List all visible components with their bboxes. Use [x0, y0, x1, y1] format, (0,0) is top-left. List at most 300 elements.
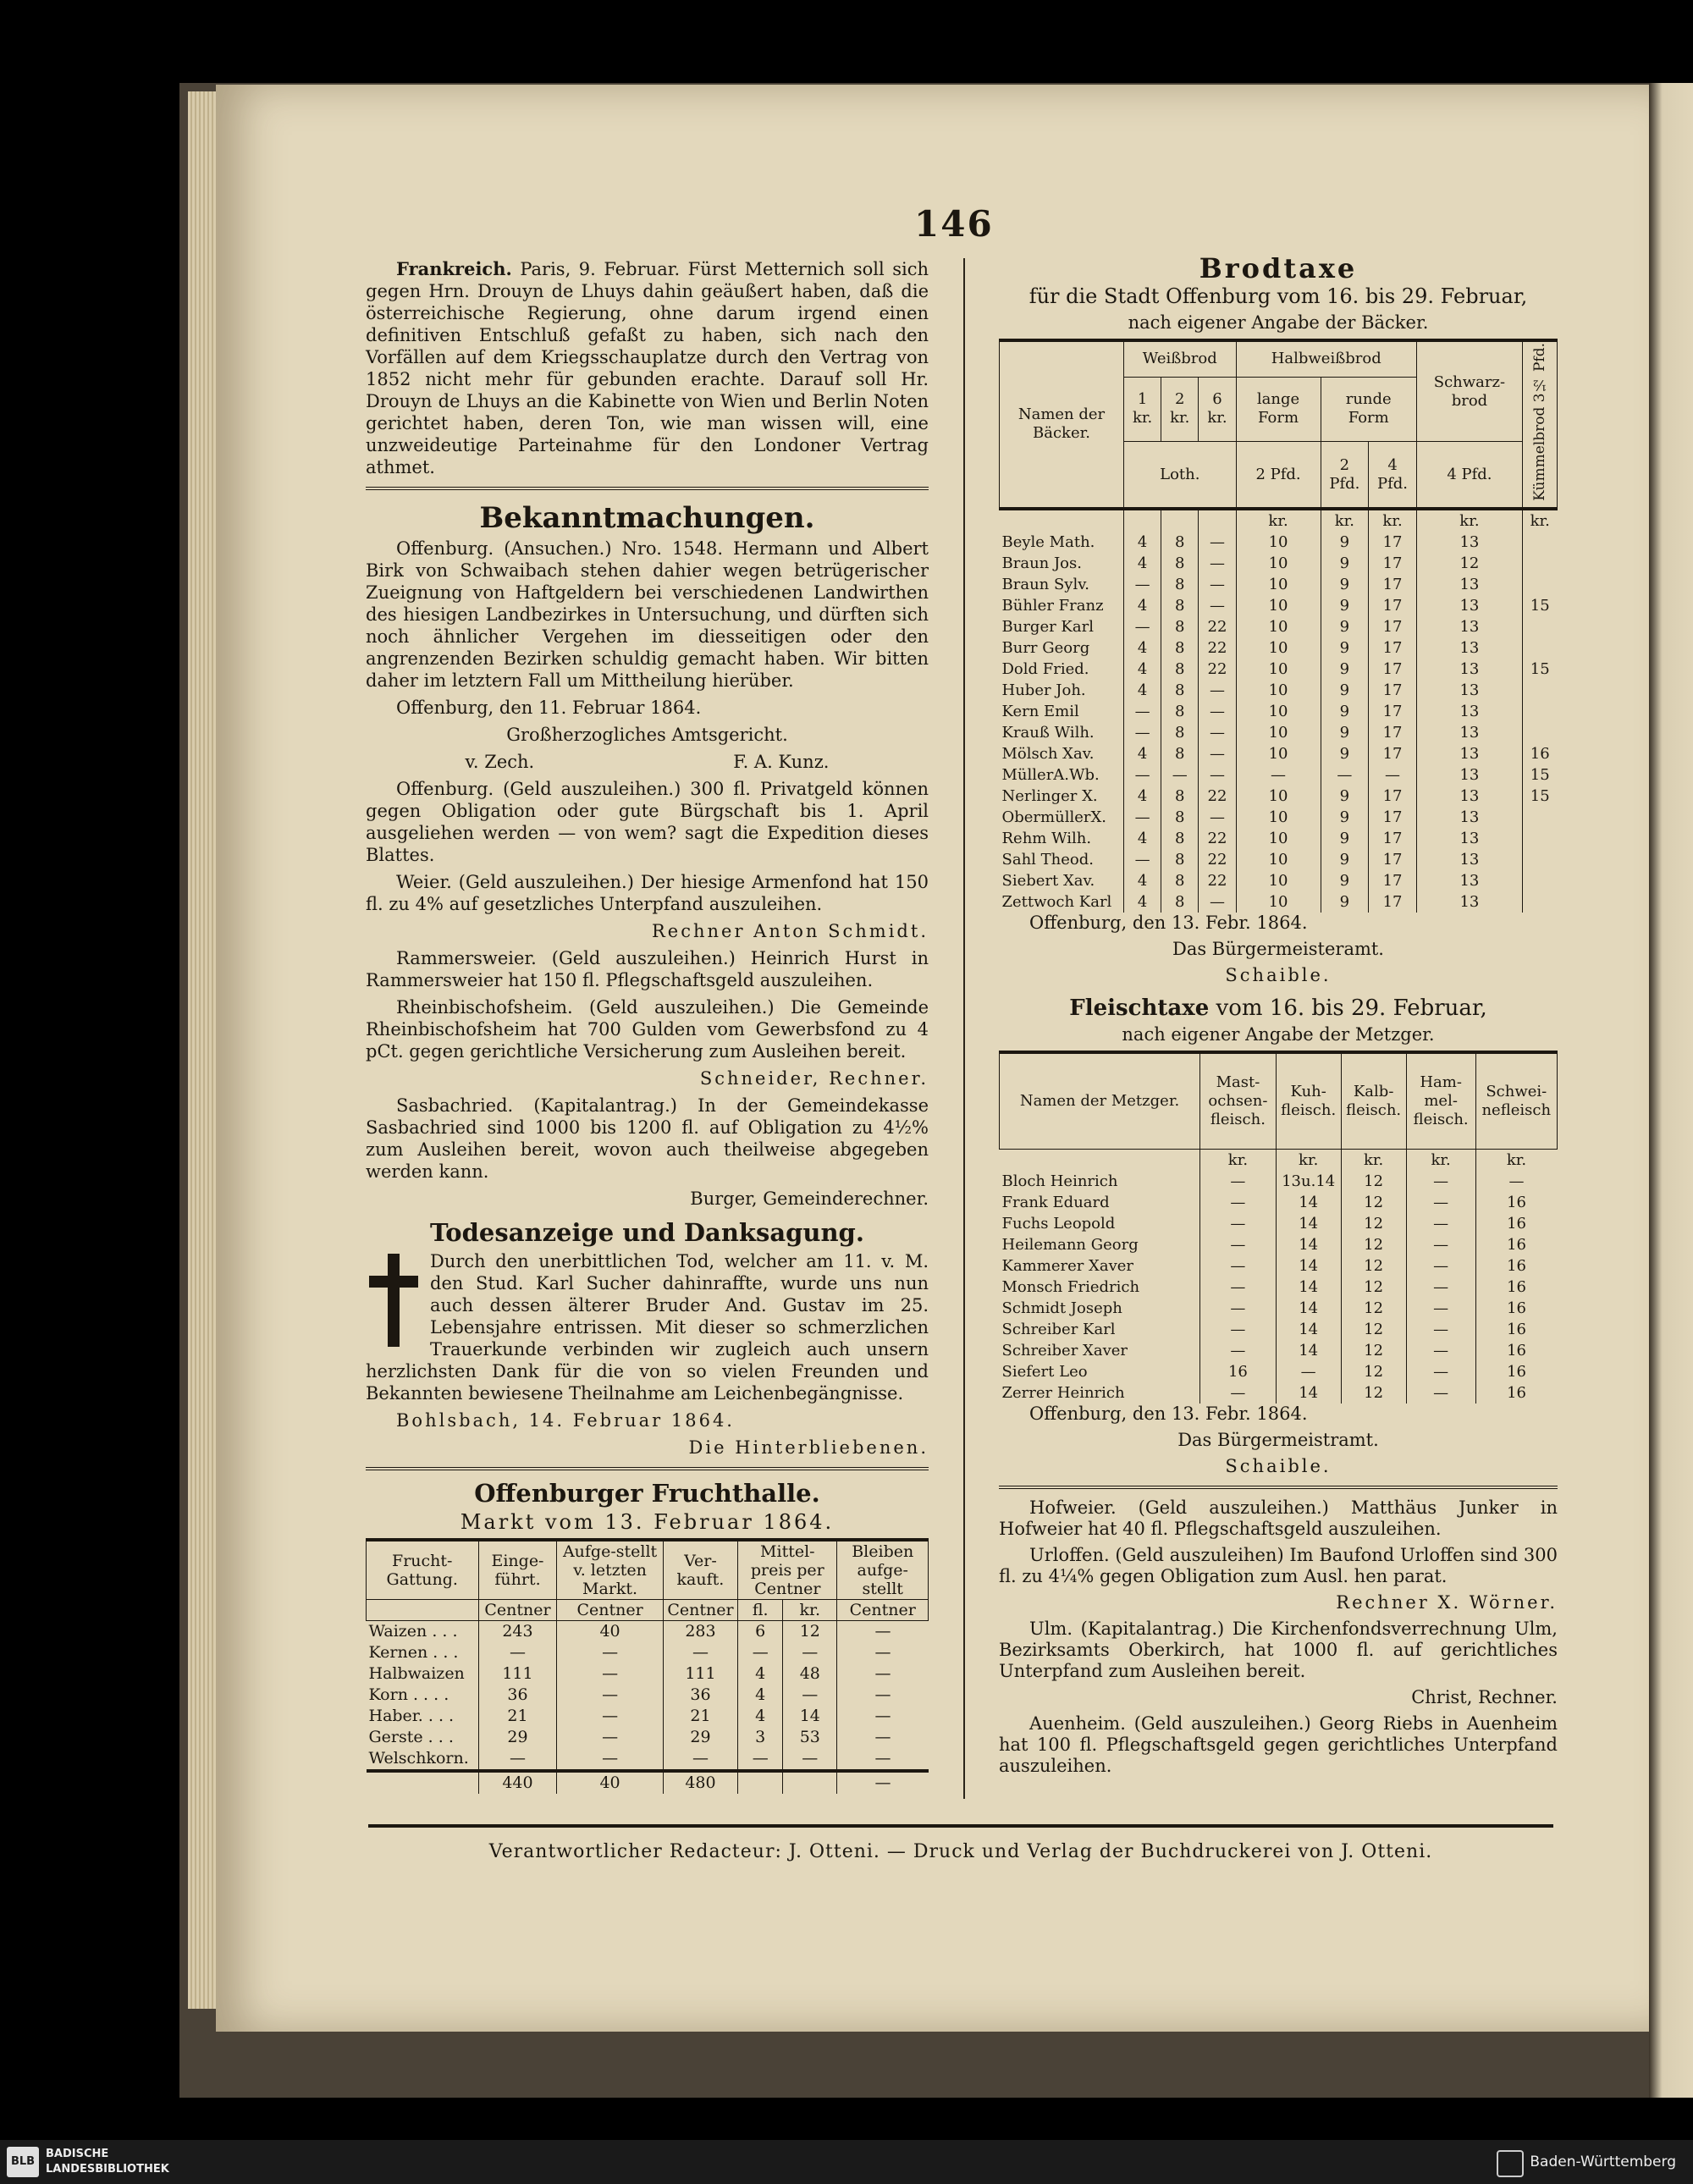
unit-cell: Centner — [557, 1600, 663, 1621]
row-value: 4 — [1124, 680, 1161, 701]
row-value: 8 — [1161, 553, 1199, 574]
cross-icon — [366, 1254, 422, 1347]
row-value: 16 — [1475, 1255, 1557, 1277]
notice-rheinbischofsheim-sign: Schneider, Rechner. — [699, 1068, 929, 1089]
fleischtaxe-note: nach eigener Angabe der Metzger. — [1122, 1023, 1435, 1045]
brodtaxe-header-row — [1000, 340, 1558, 377]
unit-cell: fl. — [738, 1600, 783, 1621]
row-value: 16 — [1475, 1319, 1557, 1340]
row-value — [1523, 616, 1558, 637]
notice-rammersweier: Rammersweier. (Geld auszuleihen.) Heinrich Hurst in Rammersweier hat 150 fl. Pflegschaftsgeld auszuleihen. — [366, 948, 929, 990]
row-value: — — [1199, 701, 1236, 722]
col-bleiben: Bleiben aufge-stellt — [837, 1540, 929, 1600]
col-loth: Loth. — [1124, 442, 1237, 509]
notice-offenburg: Offenburg. (Ansuchen.) Nro. 1548. Hermann und Albert Birk von Schwaibach stehen dahier wegen betrügerischer Zueignung von Haftgeldern bei verschiedenen Landwirthen des hiesigen Landbezirkes in Untersuchung, und dürften sich noch ähnlicher Vergehen im diesseitigen oder den angrenzenden Bezirken schuldig gemacht haben. Wir bitten daher im letztern Fall um Mittheilung hierüber. — [366, 538, 929, 691]
row-value: — — [1406, 1277, 1475, 1298]
row-name: Halbwaizen — [368, 1664, 465, 1683]
table-row — [1000, 553, 1558, 574]
row-name: Kernen . . . — [368, 1643, 459, 1662]
row-value: 22 — [1199, 616, 1236, 637]
row-value: — — [1369, 764, 1417, 786]
row-name: Krauß Wilh. — [1001, 723, 1095, 742]
unit-cell — [1161, 509, 1199, 532]
row-value: 12 — [1341, 1382, 1406, 1404]
row-value: 16 — [1523, 743, 1558, 764]
row-value: 16 — [1475, 1382, 1557, 1404]
row-value: 29 — [478, 1727, 557, 1748]
row-value: — — [1199, 595, 1236, 616]
col-halbweissbrod: Halbweißbrod — [1236, 340, 1416, 377]
row-value: — — [478, 1748, 557, 1771]
row-value: — — [1236, 764, 1321, 786]
row-value: 29 — [663, 1727, 738, 1748]
table-row — [1000, 1277, 1558, 1298]
row-value: 9 — [1321, 637, 1369, 659]
row-value: 13 — [1416, 532, 1522, 553]
table-row — [1000, 1171, 1558, 1192]
table-row — [1000, 764, 1558, 786]
row-value: 9 — [1321, 680, 1369, 701]
fruchthalle-table — [366, 1538, 929, 1794]
unit-cell: kr. — [1321, 509, 1369, 532]
row-value: 4 — [738, 1706, 783, 1727]
col-mastochsen: Mast-ochsen-fleisch. — [1200, 1052, 1277, 1150]
row-value: 12 — [1341, 1319, 1406, 1340]
row-value: 10 — [1236, 553, 1321, 574]
row-value: 9 — [1321, 553, 1369, 574]
col-namen-metzger: Namen der Metzger. — [1000, 1052, 1200, 1150]
row-value: 9 — [1321, 574, 1369, 595]
row-value: 12 — [1341, 1213, 1406, 1234]
row-value: 13 — [1416, 849, 1522, 870]
row-value: — — [1475, 1171, 1557, 1192]
fleischtaxe-date: Offenburg, den 13. Febr. 1864. — [1029, 1403, 1308, 1424]
row-value — [1523, 891, 1558, 913]
row-value: 17 — [1369, 659, 1417, 680]
row-value: 12 — [1416, 553, 1522, 574]
table-row — [1000, 1192, 1558, 1213]
brodtaxe-date: Offenburg, den 13. Febr. 1864. — [1029, 912, 1308, 933]
row-value: — — [1199, 807, 1236, 828]
row-value: 12 — [1341, 1340, 1406, 1361]
notice-hofweier: Hofweier. (Geld auszuleihen.) Matthäus Junker in Hofweier hat 40 fl. Pflegschaftsgeld auszuleihen. — [999, 1497, 1558, 1539]
row-value: — — [1200, 1255, 1277, 1277]
row-value: — — [557, 1642, 663, 1663]
table-row — [367, 1727, 929, 1748]
row-value: — — [837, 1685, 929, 1706]
row-value: 10 — [1236, 743, 1321, 764]
col-fruchtgattung: Frucht-Gattung. — [367, 1540, 479, 1600]
table-row — [1000, 1298, 1558, 1319]
row-value: — — [1200, 1277, 1277, 1298]
row-value: 15 — [1523, 595, 1558, 616]
blb-name — [46, 2147, 169, 2177]
row-name: Huber Joh. — [1001, 681, 1086, 699]
row-value: 15 — [1523, 659, 1558, 680]
row-value: 10 — [1236, 786, 1321, 807]
row-value: — — [1199, 743, 1236, 764]
row-value: 6 — [738, 1621, 783, 1643]
col-aufgestellt: Aufge-stellt v. letzten Markt. — [557, 1540, 663, 1600]
row-value: — — [1124, 574, 1161, 595]
row-value: 8 — [1161, 532, 1199, 553]
next-page-edge — [1649, 83, 1693, 2098]
row-value: 4 — [1124, 828, 1161, 849]
row-value: — — [557, 1727, 663, 1748]
row-value: 13 — [1416, 891, 1522, 913]
col-4pfd-rund: 4 Pfd. — [1369, 442, 1417, 509]
row-value: — — [783, 1748, 837, 1771]
row-value: 16 — [1475, 1277, 1557, 1298]
row-value: 4 — [1124, 532, 1161, 553]
table-row — [367, 1663, 929, 1685]
row-value: 4 — [1124, 659, 1161, 680]
row-value: 17 — [1369, 595, 1417, 616]
row-value: 8 — [1161, 870, 1199, 891]
row-name: Burr Georg — [1001, 638, 1090, 657]
row-value: 36 — [663, 1685, 738, 1706]
row-value: — — [1406, 1298, 1475, 1319]
notice-urloffen: Urloffen. (Geld auszuleihen) Im Baufond Urloffen sind 300 fl. zu 4¼% gegen Obligation zum Ausl. hen parat. — [999, 1544, 1558, 1586]
row-value: 8 — [1161, 807, 1199, 828]
row-value: 9 — [1321, 807, 1369, 828]
row-name: Haber. . . . — [368, 1707, 455, 1725]
notice-offenburg-court: Großherzogliches Amtsgericht. — [506, 725, 788, 745]
row-value: — — [1200, 1340, 1277, 1361]
row-value: 4 — [1124, 595, 1161, 616]
totals-row — [367, 1771, 929, 1794]
frankreich-article — [366, 258, 929, 478]
signature-kunz: F. A. Kunz. — [733, 752, 830, 772]
table-row — [367, 1685, 929, 1706]
col-2pfd-rund: 2 Pfd. — [1321, 442, 1369, 509]
row-value: — — [1406, 1213, 1475, 1234]
row-value: — — [783, 1642, 837, 1663]
unit-cell: kr. — [1523, 509, 1558, 532]
row-value — [1523, 849, 1558, 870]
signature-zech: v. Zech. — [465, 752, 535, 772]
row-name: ObermüllerX. — [1001, 808, 1107, 826]
row-value: 8 — [1161, 616, 1199, 637]
row-value: 10 — [1236, 595, 1321, 616]
table-row — [1000, 1361, 1558, 1382]
row-value — [1523, 722, 1558, 743]
row-value: 4 — [1124, 553, 1161, 574]
row-value: 12 — [1341, 1171, 1406, 1192]
total-value: 440 — [478, 1771, 557, 1794]
row-value: 14 — [1276, 1234, 1341, 1255]
row-value: — — [1406, 1192, 1475, 1213]
row-value — [1523, 553, 1558, 574]
unit-cell: kr. — [1236, 509, 1321, 532]
row-name: Zerrer Heinrich — [1001, 1383, 1125, 1402]
table-row — [1000, 743, 1558, 764]
blb-name-line2: LANDESBIBLIOTHEK — [46, 2163, 169, 2176]
row-value: 16 — [1475, 1234, 1557, 1255]
row-value: 10 — [1236, 637, 1321, 659]
row-value: 13 — [1416, 764, 1522, 786]
unit-cell: kr. — [1341, 1149, 1406, 1171]
row-value: 13 — [1416, 616, 1522, 637]
row-name: Mölsch Xav. — [1001, 744, 1095, 763]
row-value: — — [1406, 1234, 1475, 1255]
row-value: 15 — [1523, 786, 1558, 807]
column-divider — [963, 258, 965, 1799]
row-name: Kern Emil — [1001, 702, 1079, 720]
col-schweinefleisch: Schwei-nefleisch — [1475, 1052, 1557, 1150]
unit-cell — [1199, 509, 1236, 532]
row-name: Siefert Leo — [1001, 1362, 1088, 1381]
row-value: 9 — [1321, 891, 1369, 913]
row-value: 12 — [1341, 1192, 1406, 1213]
brodtaxe-note: nach eigener Angabe der Bäcker. — [1128, 312, 1429, 333]
unit-cell — [1000, 1149, 1200, 1171]
row-value — [1523, 637, 1558, 659]
row-value — [1523, 828, 1558, 849]
row-value — [1523, 574, 1558, 595]
row-value: 9 — [1321, 849, 1369, 870]
row-value: 22 — [1199, 786, 1236, 807]
row-value: 10 — [1236, 680, 1321, 701]
row-value: 12 — [1341, 1298, 1406, 1319]
section-rule — [366, 1467, 929, 1470]
row-value: — — [738, 1748, 783, 1771]
table-row — [1000, 1213, 1558, 1234]
row-value: 10 — [1236, 659, 1321, 680]
fleischtaxe-office: Das Bürgermeistramt. — [1177, 1429, 1379, 1450]
viewer-bottom-bar — [0, 2140, 1693, 2184]
row-value — [1523, 870, 1558, 891]
table-row — [1000, 616, 1558, 637]
unit-cell — [367, 1600, 479, 1621]
row-value: 13 — [1416, 659, 1522, 680]
row-value: — — [837, 1748, 929, 1771]
row-value: 8 — [1161, 574, 1199, 595]
row-value: — — [837, 1663, 929, 1685]
table-row — [1000, 1340, 1558, 1361]
row-value: 9 — [1321, 701, 1369, 722]
brodtaxe-unit-row — [1000, 509, 1558, 532]
brodtaxe-sign: Schaible. — [1225, 964, 1332, 985]
row-value: 17 — [1369, 743, 1417, 764]
row-name: Schreiber Xaver — [1001, 1341, 1128, 1359]
row-value: 17 — [1369, 553, 1417, 574]
row-value: 17 — [1369, 807, 1417, 828]
row-value: — — [1200, 1171, 1277, 1192]
col-4pfd-schwarz: 4 Pfd. — [1416, 442, 1522, 509]
col-kalbfleisch: Kalb-fleisch. — [1341, 1052, 1406, 1150]
row-value: 48 — [783, 1663, 837, 1685]
row-value: — — [1124, 722, 1161, 743]
row-value: 9 — [1321, 786, 1369, 807]
blb-name-line1: BADISCHE — [46, 2148, 109, 2160]
row-value: 21 — [663, 1706, 738, 1727]
page-number: 146 — [914, 203, 994, 245]
row-value: 8 — [1161, 659, 1199, 680]
row-value: 17 — [1369, 637, 1417, 659]
row-value: 40 — [557, 1621, 663, 1643]
row-value: — — [1199, 574, 1236, 595]
col-hammelfleisch: Ham-mel-fleisch. — [1406, 1052, 1475, 1150]
notice-sasbachried-sign: Burger, Gemeinderechner. — [690, 1189, 929, 1209]
row-name: Monsch Friedrich — [1001, 1277, 1140, 1296]
row-value: 14 — [1276, 1192, 1341, 1213]
notice-sasbachried: Sasbachried. (Kapitalantrag.) In der Gemeindekasse Sasbachried sind 1000 bis 1200 fl. auf Obligation zu 4½% zum Ausleihen bereit, wovon auch theilweise abgegeben werden kann. — [366, 1095, 929, 1182]
right-column — [999, 252, 1558, 1782]
row-value: — — [1406, 1255, 1475, 1277]
row-value: 10 — [1236, 870, 1321, 891]
unit-cell — [1000, 509, 1124, 532]
row-value: 12 — [783, 1621, 837, 1643]
row-name: Frank Eduard — [1001, 1193, 1110, 1211]
row-value: 9 — [1321, 828, 1369, 849]
row-value: — — [1200, 1234, 1277, 1255]
row-value: — — [478, 1642, 557, 1663]
row-value: — — [783, 1685, 837, 1706]
row-value: 13 — [1416, 637, 1522, 659]
row-value: 8 — [1161, 680, 1199, 701]
notice-offenburg-geld: Offenburg. (Geld auszuleihen.) 300 fl. Privatgeld können gegen Obligation oder gute Bürgschaft bis 1. April ausgeliehen werden — von wem? sagt die Expedition dieses Blattes. — [366, 779, 929, 865]
row-name: Zettwoch Karl — [1001, 892, 1112, 911]
row-value: 13 — [1416, 743, 1522, 764]
row-value: 9 — [1321, 595, 1369, 616]
row-value: 4 — [738, 1685, 783, 1706]
row-value: 10 — [1236, 574, 1321, 595]
fruchthalle-title: Offenburger Fruchthalle. — [474, 1479, 820, 1508]
row-value: 22 — [1199, 870, 1236, 891]
row-value: 13 — [1416, 574, 1522, 595]
blb-logo-icon[interactable]: BLB — [7, 2147, 39, 2177]
baden-wuerttemberg-label[interactable]: Baden-Württemberg — [1530, 2154, 1676, 2170]
unit-cell: Centner — [663, 1600, 738, 1621]
table-row — [1000, 637, 1558, 659]
notice-urloffen-sign: Rechner X. Wörner. — [1336, 1591, 1558, 1613]
row-value: 9 — [1321, 616, 1369, 637]
row-value: 8 — [1161, 743, 1199, 764]
notice-rheinbischofsheim: Rheinbischofsheim. (Geld auszuleihen.) Die Gemeinde Rheinbischofsheim hat 700 Gulden vom Gewerbsfond zu 4 pCt. gegen gerichtliche Versicherung zum Ausleihen bereit. — [366, 997, 929, 1062]
col-namen-baecker: Namen der Bäcker. — [1000, 340, 1124, 509]
row-name: Sahl Theod. — [1001, 850, 1094, 869]
fleischtaxe-header-row — [1000, 1052, 1558, 1150]
row-value: 17 — [1369, 828, 1417, 849]
row-name: Nerlinger X. — [1001, 786, 1098, 805]
row-value: 243 — [478, 1621, 557, 1643]
row-value: 16 — [1200, 1361, 1277, 1382]
row-value: 17 — [1369, 574, 1417, 595]
fruchthalle-unit-row — [367, 1600, 929, 1621]
row-value: — — [1199, 680, 1236, 701]
row-value: 10 — [1236, 701, 1321, 722]
row-value: 17 — [1369, 849, 1417, 870]
unit-cell: kr. — [1416, 509, 1522, 532]
col-lange-form: lange Form — [1236, 377, 1321, 442]
death-notice-place-date: Bohlsbach, 14. Februar 1864. — [396, 1410, 735, 1431]
row-value: — — [1276, 1361, 1341, 1382]
row-value: 8 — [1161, 849, 1199, 870]
frankreich-text: Paris, 9. Februar. Fürst Metternich soll sich gegen Hrn. Drouyn de Lhuys dahin geäußert haben, daß die österreichische Regierung, ohne darum irgend einen definitiven Entschluß gefaßt zu haben, sich nach den Vorfällen auf dem Kriegsschauplatze durch den Vertrag von 1852 nicht mehr für gebunden erachte. Darauf soll Hr. Drouyn de Lhuys an die Kabinette von Wien und Berlin Noten gerichtet haben, deren Ton, wie man wissen will, eine unzweideutige Parteinahme für den Londoner Vertrag athmet. — [366, 259, 929, 477]
table-row — [367, 1748, 929, 1771]
table-row — [1000, 722, 1558, 743]
row-value: 9 — [1321, 659, 1369, 680]
unit-cell — [1124, 509, 1161, 532]
row-value: 16 — [1475, 1361, 1557, 1382]
row-value: 3 — [738, 1727, 783, 1748]
row-value: 4 — [1124, 743, 1161, 764]
row-value: — — [1199, 764, 1236, 786]
fleischtaxe-body — [1000, 1171, 1558, 1404]
col-kuhfleisch: Kuh-fleisch. — [1276, 1052, 1341, 1150]
table-row — [367, 1706, 929, 1727]
row-value: — — [557, 1706, 663, 1727]
death-notice-text: Durch den unerbittlichen Tod, welcher am 11. v. M. den Stud. Karl Sucher dahinraffte, wurde uns nun auch dessen älterer Bruder And. Gustav im 25. Lebensjahre entrissen. Mit dieser so schmerzlichen Trauerkunde verbinden wir zugleich auch unsern herzlichsten Dank für die von so vielen Freunden und Bekannten bewiesene Theilnahme am Leichenbegängnisse. — [366, 1251, 929, 1404]
row-value: 16 — [1475, 1298, 1557, 1319]
total-value: 480 — [663, 1771, 738, 1794]
row-value: — — [1200, 1213, 1277, 1234]
brodtaxe-body — [1000, 532, 1558, 913]
col-2pfd-lang: 2 Pfd. — [1236, 442, 1321, 509]
brodtaxe-subtitle: für die Stadt Offenburg vom 16. bis 29. Februar, — [1028, 284, 1528, 308]
row-value: 53 — [783, 1727, 837, 1748]
row-value: — — [1406, 1171, 1475, 1192]
row-value: 22 — [1199, 659, 1236, 680]
row-name: Braun Jos. — [1001, 554, 1082, 572]
row-value: 17 — [1369, 891, 1417, 913]
row-value: 4 — [1124, 637, 1161, 659]
row-value: — — [1321, 764, 1369, 786]
coat-of-arms-icon — [1497, 2150, 1524, 2177]
row-value: 8 — [1161, 786, 1199, 807]
brodtaxe-office: Das Bürgermeisteramt. — [1172, 938, 1384, 959]
brodtaxe-title: Brodtaxe — [1199, 252, 1358, 284]
fruchthalle-header-row — [367, 1540, 929, 1600]
row-value: 13 — [1416, 786, 1522, 807]
row-value: 13 — [1416, 828, 1522, 849]
notice-offenburg-signatures — [366, 751, 929, 773]
row-name: Beyle Math. — [1001, 532, 1095, 551]
col-mittelpreis: Mittel-preis per Centner — [738, 1540, 837, 1600]
row-value: 4 — [1124, 786, 1161, 807]
notice-offenburg-date: Offenburg, den 11. Februar 1864. — [396, 698, 702, 718]
fruchthalle-body — [367, 1621, 929, 1795]
row-value: 17 — [1369, 701, 1417, 722]
fleischtaxe-heading — [999, 995, 1558, 1021]
row-value: 13 — [1416, 701, 1522, 722]
total-value: 40 — [557, 1771, 663, 1794]
bekanntmachungen-title: Bekanntmachungen. — [479, 501, 815, 535]
row-value: 12 — [1341, 1361, 1406, 1382]
row-name: Braun Sylv. — [1001, 575, 1089, 593]
table-row — [1000, 701, 1558, 722]
row-value: 22 — [1199, 828, 1236, 849]
table-row — [1000, 659, 1558, 680]
row-value — [1523, 680, 1558, 701]
row-value: 16 — [1475, 1192, 1557, 1213]
row-value: 10 — [1236, 828, 1321, 849]
col-weissbrod: Weißbrod — [1124, 340, 1237, 377]
row-value: 13 — [1416, 595, 1522, 616]
fleischtaxe-unit-row — [1000, 1149, 1558, 1171]
row-value: 36 — [478, 1685, 557, 1706]
unit-cell: kr. — [1276, 1149, 1341, 1171]
row-name: Waizen . . . — [368, 1622, 458, 1641]
table-row — [1000, 595, 1558, 616]
col-w1: 1 kr. — [1124, 377, 1161, 442]
row-value: — — [663, 1642, 738, 1663]
row-value: — — [1199, 553, 1236, 574]
row-value: 12 — [1341, 1234, 1406, 1255]
row-value: — — [1200, 1298, 1277, 1319]
row-value: 14 — [1276, 1340, 1341, 1361]
